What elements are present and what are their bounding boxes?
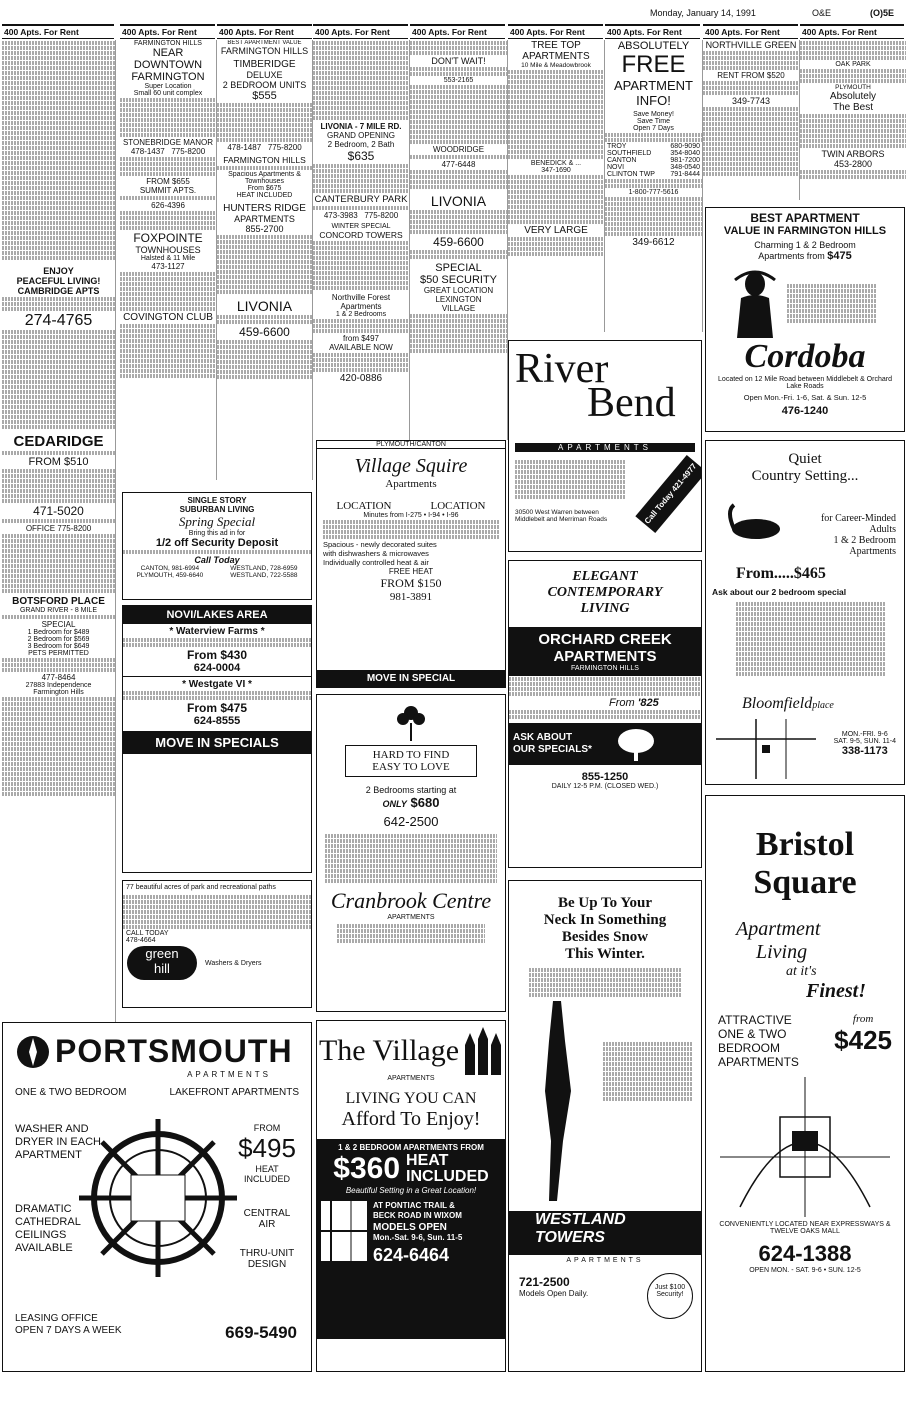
flower-icon bbox=[394, 701, 428, 741]
tree-icon bbox=[616, 727, 656, 761]
column-heading: 400 Apts. For Rent bbox=[217, 24, 312, 39]
orchard-creek-ad: ELEGANT CONTEMPORARY LIVING ORCHARD CREEK APARTMENTS FARMINGTON HILLS From '825 ASK ABOUT OUR SPECIALS* 855-1250 DAILY 12-5 P.M. (CLOSED WED.) bbox=[508, 560, 702, 868]
location-map-icon bbox=[321, 1201, 367, 1261]
cranbrook-centre-ad: HARD TO FIND EASY TO LOVE 2 Bedrooms starting at ONLY $680 642-2500 Cranbrook Centre APARTMENTS bbox=[316, 694, 506, 1012]
free-info-ad: ABSOLUTELY FREE APARTMENT INFO! Save Money! Save Time Open 7 Days bbox=[614, 40, 693, 132]
classified-column-3: BEST APARTMENT VALUE FARMINGTON HILLS TIMBERIDGE DELUXE 2 BEDROOM UNITS $555 478-1487 775-8200 FARMINGTON HILLS Spacious Apartments & Townhouses From $675 HEAT INCLUDED HUNTERS RIDGE APARTMENTS 855-2700 LIVONIA 459-6600 bbox=[217, 40, 313, 480]
diver-silhouette-icon bbox=[523, 1001, 593, 1201]
classified-column-9: OAK PARK PLYMOUTH Absolutely The Best TWIN ARBORS 453-2800 bbox=[800, 40, 906, 200]
the-village-ad: The Village APARTMENTS LIVING YOU CAN Afford To Enjoy! 1 & 2 BEDROOM APARTMENTS FROM $360 HEAT INCLUDED Beautiful Setting in a Great Location! AT PONTIAC TRAIL & BECK ROAD IN WIXOM MODELS OPEN Mon.-Sat. 9-6, Sun. 11-5 624-6464 bbox=[316, 1020, 506, 1372]
classified-column-5: DON'T WAIT! 553-2165 WOODRIDGE 477-6448 LIVONIA 459-6600 SPECIAL $50 SECURITY GREAT LOCATION LEXINGTON VILLAGE bbox=[410, 40, 508, 440]
bristol-square-ad: Bristol Square Apartment Living at it's Finest! ATTRACTIVE ONE & TWO BEDROOM APARTMENTS from $425 CONVENIENTLY LOCATED NEAR EXPRESSWAYS & TWELVE OAKS MALL 624-1388 OPEN MON. - SAT. 9-6 • SUN. 12-5 bbox=[705, 795, 905, 1372]
column-heading: 400 Apts. For Rent bbox=[508, 24, 603, 39]
location-map-icon bbox=[716, 719, 816, 779]
green-hill-logo: green hill bbox=[127, 946, 197, 980]
compass-icon bbox=[15, 1034, 51, 1070]
ships-wheel-icon bbox=[73, 1113, 243, 1283]
security-badge: Just $100 Security! bbox=[647, 1273, 693, 1319]
cambridge-ad: ENJOY PEACEFUL LIVING! CAMBRIDGE APTS 274-4765 bbox=[2, 266, 115, 329]
green-hill-ad: 77 beautiful acres of park and recreational paths CALL TODAY 478-4664 green hill Washers & Dryers bbox=[122, 880, 312, 1008]
classified-column-4: LIVONIA - 7 MILE RD. GRAND OPENING 2 Bedroom, 2 Bath $635 CANTERBURY PARK 473-3983 775-8200 WINTER SPECIAL CONCORD TOWERS Northville Forest Apartments 1 & 2 Bedrooms from $497 AVAILABLE NOW 420-0886 bbox=[313, 40, 410, 460]
spring-special-ad: SINGLE STORY SUBURBAN LIVING Spring Special Bring this ad in for 1/2 off Security Deposit Call Today CANTON, 981-6994 PLYMOUTH, 459-6640 WESTLAND, 728-6959 WESTLAND, 722-5588 bbox=[122, 492, 312, 600]
paper-name: O&E bbox=[812, 8, 832, 18]
classified-column-8: NORTHVILLE GREEN RENT FROM $520 349-7743 bbox=[703, 40, 800, 200]
column-heading: 400 Apts. For Rent bbox=[313, 24, 408, 39]
page-date: Monday, January 14, 1991 bbox=[650, 8, 756, 18]
buildings-icon bbox=[463, 1027, 503, 1075]
village-squire-ad: PLYMOUTH/CANTON Village Squire Apartments LOCATION LOCATION Minutes from I-275 • I-94 • I-96 Spacious - newly decorated suites with dishwashers & microwaves Individually controlled heat & air FREE HEAT FROM $150 981-3891 MOVE IN SPECIAL bbox=[316, 440, 506, 688]
river-bend-ad: River Bend APARTMENTS 30500 West Warren between Middlebelt and Merriman Roads Call Today 421-4977 bbox=[508, 340, 702, 552]
bloomfield-place-ad: Quiet Country Setting... for Career-Minded Adults 1 & 2 Bedroom Apartments From.....$465 Ask about our 2 bedroom special Bloomfieldplace MON.-FRI. 9-6 SAT. 9-5, SUN. 11-4 338-1173 bbox=[705, 440, 905, 785]
novi-lakes-ad: NOVI/LAKES AREA * Waterview Farms * From $430 624-0004 * Westgate VI * From $475 624-8555 MOVE IN SPECIALS bbox=[122, 605, 312, 873]
column-heading: 400 Apts. For Rent bbox=[120, 24, 215, 39]
westland-towers-ad: Be Up To Your Neck In Something Besides Snow This Winter. WESTLAND TOWERS APARTMENTS 721-2500 Models Open Daily. Just $100 Security! bbox=[508, 880, 702, 1372]
botsford-ad: BOTSFORD PLACE GRAND RIVER - 8 MILE SPECIAL 1 Bedroom for $489 2 Bedroom for $569 3 Bedroom for $649 PETS PERMITTED 477-8464 27883 Independence Farmington Hills bbox=[2, 596, 115, 696]
classified-column-6: TREE TOP APARTMENTS 10 Mile & Meadowbrook BENEDICK & ... 347-1690 VERY LARGE bbox=[508, 40, 605, 332]
classified-column-2: FARMINGTON HILLS NEAR DOWNTOWN FARMINGTON Super Location Small 60 unit complex STONEBRIDGE MANOR 478-1437 775-8200 FROM $655 SUMMIT APTS. 626-4396 FOXPOINTE TOWNHOUSES Halsted & 11 Mile 473-1127 COVINGTON CLUB bbox=[120, 40, 217, 480]
page-number: (O)5E bbox=[870, 8, 895, 18]
site-map-icon bbox=[720, 1077, 890, 1217]
column-heading: 400 Apts. For Rent bbox=[605, 24, 700, 39]
cordoba-ad: BEST APARTMENT VALUE IN FARMINGTON HILLS Charming 1 & 2 Bedroom Apartments from $475 Cordoba Located on 12 Mile Road between Middlebelt & Orchard Lake Roads Open Mon.-Fri. 1-6, Sat. & Sun. 12-5 476-1240 bbox=[705, 207, 905, 432]
lady-silhouette-icon bbox=[733, 268, 777, 338]
column-heading: 400 Apts. For Rent bbox=[2, 24, 114, 39]
portsmouth-ad: PORTSMOUTH APARTMENTS ONE & TWO BEDROOM LAKEFRONT APARTMENTS WASHER AND DRYER IN EACH APARTMENT DRAMATIC CATHEDRAL CEILINGS AVAILABLE FROM $495 HEAT INCLUDED CENTRAL AIR THRU-UNIT DESIGN LEASING OFFICE OPEN 7 DAYS A WEEK 669-5490 bbox=[2, 1022, 312, 1372]
classified-column-1 bbox=[2, 40, 116, 1120]
column-heading: 400 Apts. For Rent bbox=[703, 24, 798, 39]
column-heading: 400 Apts. For Rent bbox=[410, 24, 505, 39]
cedaridge-ad: CEDARIDGE FROM $510 471-5020 OFFICE 775-8200 bbox=[2, 433, 115, 533]
near-downtown-ad: FARMINGTON HILLS NEAR DOWNTOWN FARMINGTON Super Location Small 60 unit complex bbox=[131, 40, 205, 97]
classified-column-7: ABSOLUTELY FREE APARTMENT INFO! Save Money! Save Time Open 7 Days TROY 680-9090 SOUTHFIELD 354-8040 CANTON 981-7200 NOVI 348-0540 CLINTON TWP 791-8444 1-800-777-5616 349-6612 bbox=[605, 40, 703, 332]
goose-icon bbox=[720, 501, 784, 541]
column-heading: 400 Apts. For Rent bbox=[800, 24, 904, 39]
